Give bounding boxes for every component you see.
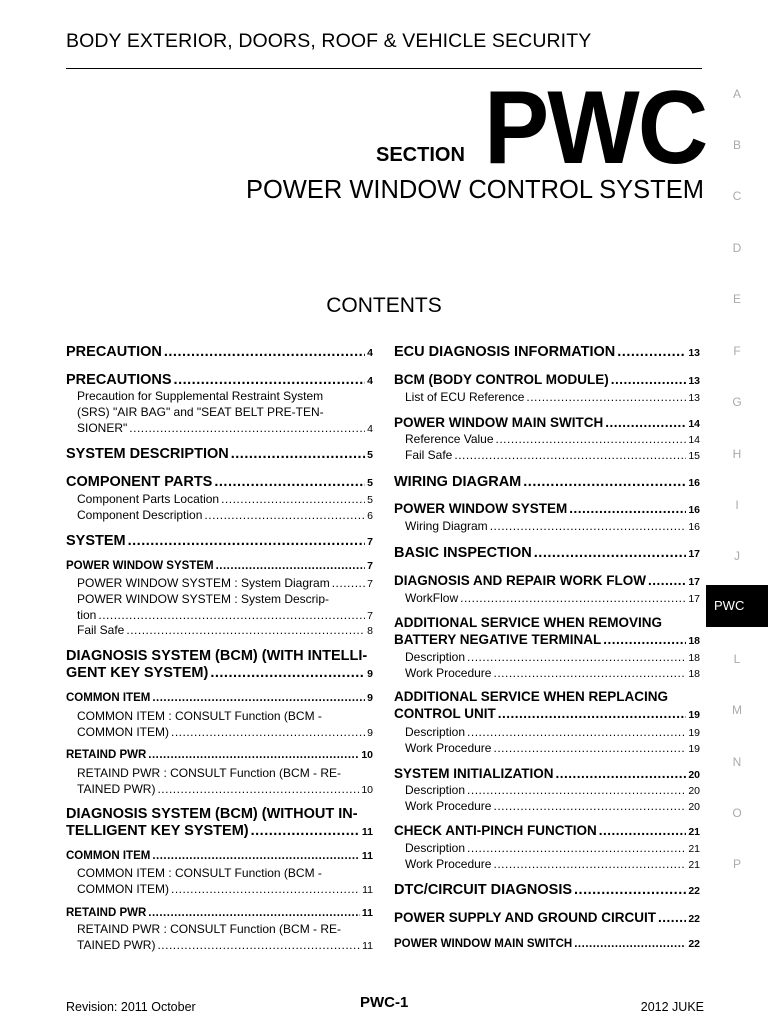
section-tab-d[interactable]: D xyxy=(732,241,742,255)
toc-entry-text: COMMON ITEM : CONSULT Function (BCM - xyxy=(77,709,322,723)
dot-leader xyxy=(126,623,365,637)
toc-entry-text: COMMON ITEM xyxy=(66,850,151,862)
toc-page-number: 8 xyxy=(367,625,373,637)
toc-entry[interactable] xyxy=(66,866,373,896)
toc-entry[interactable] xyxy=(394,615,700,647)
toc-entry-text: BASIC INSPECTION xyxy=(394,545,532,561)
toc-page-number: 7 xyxy=(367,536,373,548)
dot-leader xyxy=(164,344,365,360)
dot-leader xyxy=(493,857,686,871)
dot-leader xyxy=(493,799,686,813)
toc-page-number: 21 xyxy=(688,859,700,871)
toc-entry-text: RETAIND PWR xyxy=(66,749,147,761)
toc-page-number: 16 xyxy=(688,504,700,516)
section-tab-i[interactable]: I xyxy=(735,498,739,512)
dot-leader xyxy=(599,823,687,838)
dot-leader xyxy=(454,448,686,462)
section-tab-f[interactable]: F xyxy=(733,344,741,358)
toc-entry-text: ADDITIONAL SERVICE WHEN REMOVING xyxy=(394,615,663,630)
toc-entry[interactable] xyxy=(394,766,700,781)
toc-entry[interactable] xyxy=(66,623,373,637)
toc-entry-text: POWER WINDOW SYSTEM xyxy=(66,560,214,572)
toc-entry-text: Reference Value xyxy=(405,432,494,446)
toc-entry-text: SIONER" xyxy=(77,420,128,435)
header-divider xyxy=(66,68,702,69)
toc-entry-text: CHECK ANTI-PINCH FUNCTION xyxy=(394,823,597,838)
dot-leader xyxy=(603,632,686,647)
toc-entry-text: RETAIND PWR : CONSULT Function (BCM - RE- xyxy=(77,922,342,936)
toc-entry[interactable] xyxy=(66,850,373,862)
dot-leader xyxy=(526,390,686,404)
toc-entry-text: Work Procedure xyxy=(405,741,492,755)
dot-leader xyxy=(216,560,366,572)
dot-leader xyxy=(214,474,365,490)
toc-page-number: 10 xyxy=(361,749,373,761)
dot-leader xyxy=(490,519,687,533)
toc-page-number: 18 xyxy=(688,668,700,680)
toc-page-number: 21 xyxy=(688,843,700,855)
dot-leader xyxy=(332,576,365,590)
toc-entry-text: RETAIND PWR : CONSULT Function (BCM - RE- xyxy=(77,766,342,780)
toc-page-number: 16 xyxy=(688,477,700,489)
section-label: SECTION xyxy=(376,144,465,166)
dot-leader xyxy=(523,474,686,490)
toc-page-number: 13 xyxy=(688,375,700,387)
toc-entry-text: BCM (BODY CONTROL MODULE) xyxy=(394,372,609,387)
toc-entry-text: POWER WINDOW MAIN SWITCH xyxy=(394,415,604,430)
toc-entry-text: COMMON ITEM xyxy=(66,692,151,704)
toc-entry[interactable] xyxy=(66,474,373,490)
toc-page-number: 7 xyxy=(367,560,373,572)
toc-entry-text: WorkFlow xyxy=(405,591,459,605)
toc-entry-text: Precaution for Supplemental Restraint System xyxy=(77,389,324,403)
dot-leader xyxy=(467,650,686,664)
toc-entry-text: GENT KEY SYSTEM) xyxy=(66,665,209,681)
toc-page-number: 19 xyxy=(688,709,700,721)
toc-entry[interactable] xyxy=(394,591,700,605)
toc-entry[interactable] xyxy=(66,446,373,462)
toc-entry[interactable] xyxy=(394,390,700,404)
dot-leader xyxy=(98,608,365,622)
toc-entry[interactable] xyxy=(66,389,373,435)
toc-page-number: 14 xyxy=(688,418,700,430)
section-tab-g[interactable]: G xyxy=(732,395,742,409)
toc-entry-text: DIAGNOSIS AND REPAIR WORK FLOW xyxy=(394,573,646,588)
toc-page-number: 19 xyxy=(688,743,700,755)
toc-entry[interactable] xyxy=(394,841,700,855)
section-title: POWER WINDOW CONTROL SYSTEM xyxy=(245,176,704,204)
toc-entry[interactable] xyxy=(394,938,700,950)
dot-leader xyxy=(556,766,687,781)
toc-entry-text: POWER SUPPLY AND GROUND CIRCUIT xyxy=(394,910,657,925)
dot-leader xyxy=(171,725,365,739)
section-tab-e[interactable]: E xyxy=(732,292,741,306)
toc-entry-text: ECU DIAGNOSIS INFORMATION xyxy=(394,344,616,360)
section-tab-strip xyxy=(706,0,768,1024)
toc-entry-text: WIRING DIAGRAM xyxy=(394,474,522,490)
toc-page-number: 22 xyxy=(688,913,700,925)
toc-entry[interactable] xyxy=(394,545,700,561)
toc-entry[interactable] xyxy=(66,576,373,590)
toc-entry[interactable] xyxy=(394,573,700,588)
section-tab-n[interactable]: N xyxy=(732,755,742,769)
toc-entry-text: Description xyxy=(405,841,466,855)
toc-entry-text: Work Procedure xyxy=(405,799,492,813)
toc-entry-text: tion xyxy=(77,607,97,622)
toc-entry-text: TELLIGENT KEY SYSTEM) xyxy=(66,823,249,839)
toc-entry[interactable] xyxy=(66,749,373,761)
toc-entry-text: PRECAUTIONS xyxy=(66,372,172,388)
toc-entry-text: BATTERY NEGATIVE TERMINAL xyxy=(394,632,602,647)
toc-entry-text: List of ECU Reference xyxy=(405,390,525,404)
toc-entry[interactable] xyxy=(66,533,373,549)
header-title: BODY EXTERIOR, DOORS, ROOF & VEHICLE SECURITY xyxy=(66,30,592,52)
toc-entry-text: SYSTEM INITIALIZATION xyxy=(394,766,554,781)
toc-page-number: 5 xyxy=(367,449,373,461)
dot-leader xyxy=(617,344,686,360)
toc-page-number: 21 xyxy=(688,826,700,838)
toc-entry-text: Description xyxy=(405,725,466,739)
toc-page-number: 5 xyxy=(367,477,373,489)
toc-page-number: 19 xyxy=(688,727,700,739)
toc-entry[interactable] xyxy=(66,907,373,919)
toc-page-number: 9 xyxy=(367,692,373,704)
toc-page-number: 9 xyxy=(367,726,373,739)
footer-revision: Revision: 2011 October xyxy=(66,1000,196,1014)
toc-page-number: 11 xyxy=(361,907,373,919)
toc-entry-text: SYSTEM xyxy=(66,533,126,549)
toc-entry[interactable] xyxy=(394,474,700,490)
toc-page-number: 4 xyxy=(367,422,373,435)
toc-entry-text: DIAGNOSIS SYSTEM (BCM) (WITH INTELLI- xyxy=(66,648,368,664)
toc-page-number: 22 xyxy=(688,885,700,897)
toc-entry[interactable] xyxy=(394,823,700,838)
toc-page-number: 9 xyxy=(367,668,373,680)
toc-page-number: 11 xyxy=(362,883,373,896)
toc-entry[interactable] xyxy=(66,922,373,952)
toc-entry[interactable] xyxy=(394,650,700,664)
dot-leader xyxy=(648,573,686,588)
toc-page-number: 6 xyxy=(367,510,373,522)
toc-entry-text: (SRS) "AIR BAG" and "SEAT BELT PRE-TEN- xyxy=(77,404,324,419)
dot-leader xyxy=(221,492,365,506)
toc-entry-text: TAINED PWR) xyxy=(77,781,156,796)
toc-entry[interactable] xyxy=(66,709,373,739)
toc-entry[interactable] xyxy=(66,560,373,572)
toc-entry[interactable] xyxy=(66,372,373,388)
toc-entry[interactable] xyxy=(66,492,373,506)
toc-page-number: 22 xyxy=(688,938,700,950)
toc-entry[interactable] xyxy=(394,910,700,925)
toc-entry[interactable] xyxy=(394,741,700,755)
toc-entry[interactable] xyxy=(394,415,700,430)
toc-page-number: 4 xyxy=(367,347,373,359)
section-tab-h[interactable]: H xyxy=(732,447,742,461)
toc-entry-text: COMMON ITEM : CONSULT Function (BCM - xyxy=(77,866,322,880)
toc-page-number: 16 xyxy=(688,521,700,533)
dot-leader xyxy=(498,706,687,721)
dot-leader xyxy=(157,782,359,796)
toc-page-number: 13 xyxy=(688,392,700,404)
toc-entry-text: Work Procedure xyxy=(405,666,492,680)
toc-entry[interactable] xyxy=(394,689,700,721)
toc-entry-text: COMMON ITEM) xyxy=(77,881,169,896)
toc-entry-text: TAINED PWR) xyxy=(77,937,156,952)
toc-entry-text: CONTROL UNIT xyxy=(394,706,496,721)
dot-leader xyxy=(204,508,365,522)
dot-leader xyxy=(534,545,687,561)
toc-entry-text: Component Description xyxy=(77,508,203,522)
toc-entry-text: Work Procedure xyxy=(405,857,492,871)
toc-entry-text: COMPONENT PARTS xyxy=(66,474,213,490)
section-tab-pwc[interactable]: PWC xyxy=(706,585,768,627)
dot-leader xyxy=(605,415,686,430)
toc-page-number: 15 xyxy=(688,450,700,462)
toc-entry[interactable] xyxy=(394,666,700,680)
section-tab-o[interactable]: O xyxy=(732,806,742,820)
toc-page-number: 7 xyxy=(367,609,373,622)
toc-entry-text: POWER WINDOW SYSTEM : System Diagram xyxy=(77,576,330,590)
toc-page-number: 17 xyxy=(688,593,700,605)
toc-entry[interactable] xyxy=(394,501,700,516)
section-tab-b[interactable]: B xyxy=(732,138,741,152)
dot-leader xyxy=(148,907,360,919)
toc-entry[interactable] xyxy=(394,725,700,739)
dot-leader xyxy=(148,749,359,761)
dot-leader xyxy=(574,938,686,950)
toc-entry-text: Description xyxy=(405,783,466,797)
toc-entry[interactable] xyxy=(66,806,373,839)
toc-page-number: 10 xyxy=(361,783,373,796)
footer-model: 2012 JUKE xyxy=(640,1000,704,1014)
toc-entry-text: Component Parts Location xyxy=(77,492,220,506)
toc-page-number: 20 xyxy=(688,785,700,797)
dot-leader xyxy=(467,841,686,855)
section-tab-l[interactable]: L xyxy=(733,652,741,666)
toc-entry[interactable] xyxy=(394,799,700,813)
section-code: PWC xyxy=(484,70,707,186)
toc-entry[interactable] xyxy=(394,344,700,360)
toc-entry[interactable] xyxy=(394,432,700,446)
toc-entry[interactable] xyxy=(394,783,700,797)
dot-leader xyxy=(152,850,360,862)
toc-entry[interactable] xyxy=(394,857,700,871)
toc-page-number: 4 xyxy=(367,375,373,387)
dot-leader xyxy=(611,372,687,387)
dot-leader xyxy=(569,501,686,516)
toc-entry-text: Wiring Diagram xyxy=(405,519,488,533)
toc-page-number: 5 xyxy=(367,494,373,506)
toc-page-number: 13 xyxy=(688,347,700,359)
toc-entry-text: DIAGNOSIS SYSTEM (BCM) (WITHOUT IN- xyxy=(66,806,358,822)
toc-entry-text: POWER WINDOW MAIN SWITCH xyxy=(394,938,573,950)
toc-entry[interactable] xyxy=(66,344,373,360)
footer-page-number: PWC-1 xyxy=(360,994,409,1011)
dot-leader xyxy=(493,741,686,755)
toc-page-number: 11 xyxy=(362,939,373,952)
toc-entry[interactable] xyxy=(394,519,700,533)
toc-page-number: 18 xyxy=(688,635,700,647)
toc-entry-text: Fail Safe xyxy=(405,448,453,462)
dot-leader xyxy=(251,823,360,839)
toc-entry[interactable] xyxy=(66,592,373,622)
toc-entry-text: POWER WINDOW SYSTEM : System Descrip- xyxy=(77,592,330,606)
section-tab-p[interactable]: P xyxy=(732,857,741,871)
toc-entry-text: Fail Safe xyxy=(77,623,125,637)
dot-leader xyxy=(496,432,687,446)
toc-page-number: 11 xyxy=(361,826,373,838)
contents-heading: CONTENTS xyxy=(326,294,442,317)
toc-entry[interactable] xyxy=(394,882,700,898)
dot-leader xyxy=(231,446,365,462)
toc-entry-text: COMMON ITEM) xyxy=(77,724,169,739)
toc-page-number: 17 xyxy=(688,548,700,560)
toc-entry[interactable] xyxy=(66,508,373,522)
dot-leader xyxy=(493,666,686,680)
toc-entry[interactable] xyxy=(394,372,700,387)
toc-entry[interactable] xyxy=(66,648,373,681)
toc-entry-text: ADDITIONAL SERVICE WHEN REPLACING xyxy=(394,689,669,704)
section-tab-m[interactable]: M xyxy=(732,703,742,717)
toc-entry[interactable] xyxy=(394,448,700,462)
dot-leader xyxy=(574,882,686,898)
toc-entry[interactable] xyxy=(66,692,373,704)
toc-entry-text: RETAIND PWR xyxy=(66,907,147,919)
dot-leader xyxy=(174,372,366,388)
toc-page-number: 7 xyxy=(367,578,373,590)
dot-leader xyxy=(460,591,686,605)
toc-entry-text: POWER WINDOW SYSTEM xyxy=(394,501,568,516)
toc-entry-text: PRECAUTION xyxy=(66,344,162,360)
toc-entry-text: SYSTEM DESCRIPTION xyxy=(66,446,229,462)
dot-leader xyxy=(210,665,365,681)
toc-page-number: 17 xyxy=(688,576,700,588)
dot-leader xyxy=(128,533,366,549)
dot-leader xyxy=(467,725,686,739)
dot-leader xyxy=(467,783,686,797)
dot-leader xyxy=(658,910,686,925)
toc-page-number: 14 xyxy=(688,434,700,446)
toc-page-number: 18 xyxy=(688,652,700,664)
toc-page-number: 11 xyxy=(361,850,373,862)
section-tab-a[interactable]: A xyxy=(732,87,741,101)
dot-leader xyxy=(171,882,360,896)
dot-leader xyxy=(157,938,360,952)
dot-leader xyxy=(152,692,365,704)
toc-page-number: 20 xyxy=(688,801,700,813)
toc-entry[interactable] xyxy=(66,766,373,796)
section-tab-c[interactable]: C xyxy=(732,189,742,203)
toc-entry-text: Description xyxy=(405,650,466,664)
dot-leader xyxy=(129,421,365,435)
toc-entry-text: DTC/CIRCUIT DIAGNOSIS xyxy=(394,882,573,898)
toc-page-number: 20 xyxy=(688,769,700,781)
section-tab-j[interactable]: J xyxy=(734,549,740,563)
